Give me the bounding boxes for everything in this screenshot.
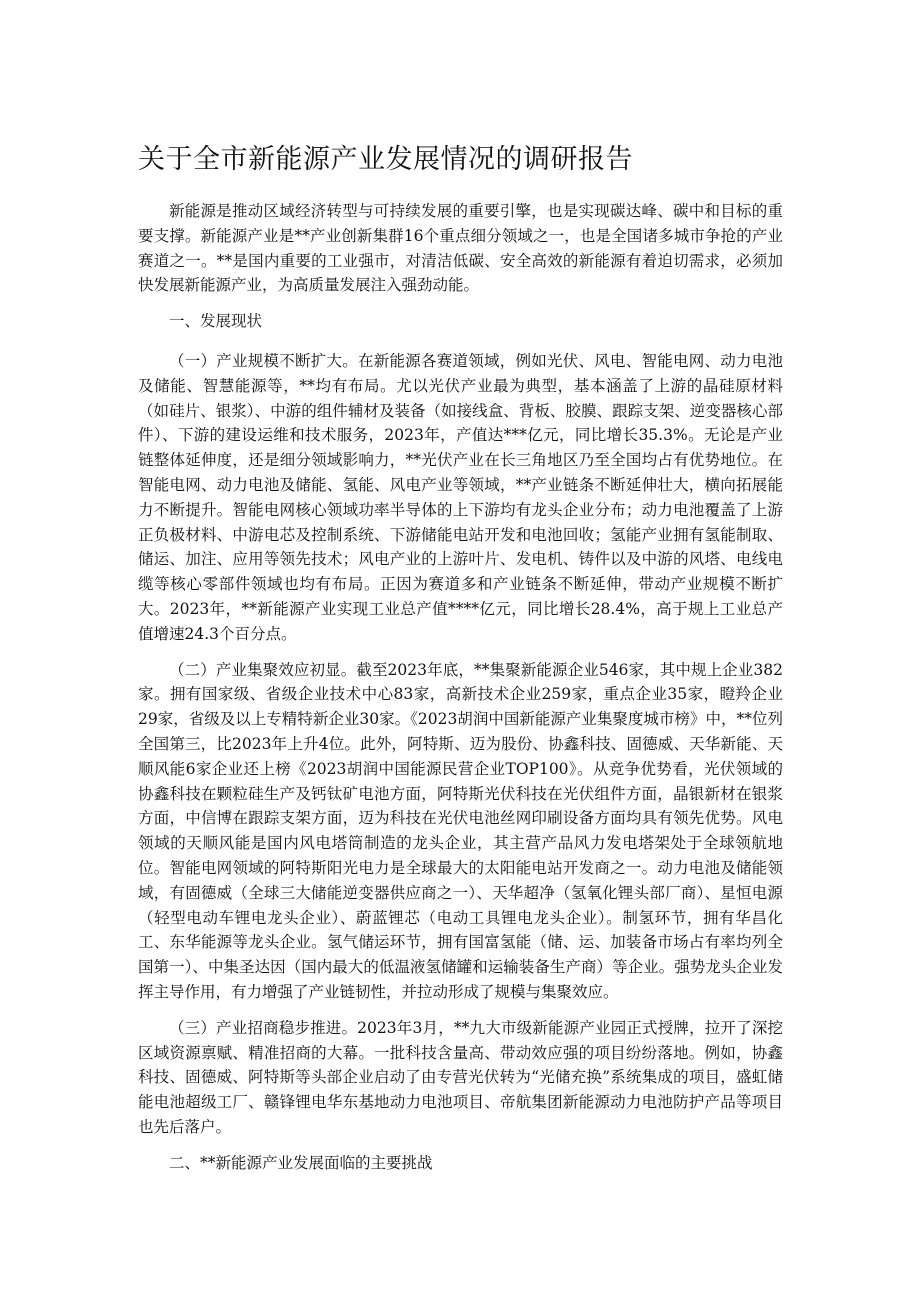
intro-paragraph: 新能源是推动区域经济转型与可持续发展的重要引擎，也是实现碳达峰、碳中和目标的重要支撑。新能源产业是**产业创新集群16个重点细分领域之一，也是全国诸多城市争抢的产业赛道之一。**是国内重要的工业强市，对清洁低碳、安全高效的新能源有着迫切需求，必须加快发展新能源产业，为高质量发展注入强劲动能。 [138, 202, 783, 295]
document-title: 关于全市新能源产业发展情况的调研报告 [138, 144, 633, 175]
paragraph-industry-scale: （一）产业规模不断扩大。在新能源各赛道领域，例如光伏、风电、智能电网、动力电池及储能、智慧能源等，**均有布局。尤以光伏产业最为典型，基本涵盖了上游的晶硅原材料（如硅片、银浆）、中游的组件辅材及装备（如接线盒、背板、胶膜、跟踪支架、逆变器核心部件）、下游的建设运维和技术服务，2023年，产值达***亿元，同比增长35.3%。无论是产业链整体延伸度，还是细分领域影响力，**光伏产业在长三角地区乃至全国均占有优势地位。在智能电网、动力电池及储能、氢能、风电产业等领域，**产业链条不断延伸壮大，横向拓展能力不断提升。智能电网核心领域功率半导体的上下游均有龙头企业分布；动力电池覆盖了上游正负极材料、中游电芯及控制系统、下游储能电站开发和电池回收；氢能产业拥有氢能制取、储运、加注、应用等领先技术；风电产业的上游叶片、发电机、铸件以及中游的风塔、电线电缆等核心零部件领域也均有布局。正因为赛道多和产业链条不断延伸，带动产业规模不断扩大。2023年，**新能源产业实现工业总产值****亿元，同比增长28.4%，高于规上工业总产值增速24.3个百分点。 [138, 351, 783, 643]
paragraph-investment-promotion: （三）产业招商稳步推进。2023年3月，**九大市级新能源产业园正式授牌，拉开了深挖区域资源禀赋、精准招商的大幕。一批科技含量高、带动效应强的项目纷纷落地。例如，协鑫科技、固德威、阿特斯等头部企业启动了由专营光伏转为“光储充换”系统集成的项目，盛虹储能电池超级工厂、赣锋锂电华东基地动力电池项目、帝航集团新能源动力电池防护产品等项目也先后落户。 [138, 1018, 783, 1136]
section-heading-status: 一、发展现状 [169, 312, 263, 331]
document-body [138, 140, 783, 1190]
paragraph-industry-cluster: （二）产业集聚效应初显。截至2023年底，**集聚新能源企业546家，其中规上企业382家。拥有国家级、省级企业技术中心83家，高新技术企业259家，重点企业35家，瞪羚企业29家，省级及以上专精特新企业30家。《2023胡润中国新能源产业集聚度城市榜》中，**位列全国第三，比2023年上升4位。此外，阿特斯、迈为股份、协鑫科技、固德威、天华新能、天顺风能6家企业还上榜《2023胡润中国能源民营企业TOP100》。从竞争优势看，光伏领域的协鑫科技在颗粒硅生产及钙钛矿电池方面，阿特斯光伏科技在光伏组件方面，晶银新材在银浆方面，中信博在跟踪支架方面，迈为科技在光伏电池丝网印刷设备方面均具有领先优势。风电领域的天顺风能是国内风电塔筒制造的龙头企业，其主营产品风力发电塔架处于全球领航地位。智能电网领域的阿特斯阳光电力是全球最大的太阳能电站开发商之一。动力电池及储能领域，有固德威（全球三大储能逆变器供应商之一）、天华超净（氢氧化锂头部厂商）、星恒电源（轻型电动车锂电龙头企业）、蔚蓝锂芯（电动工具锂电龙头企业）。制氢环节，拥有华昌化工、东华能源等龙头企业。氢气储运环节，拥有国富氢能（储、运、加装备市场占有率均列全国第一）、中集圣达因（国内最大的低温液氢储罐和运输装备生产商）等企业。强势龙头企业发挥主导作用，有力增强了产业链韧性，并拉动形成了规模与集聚效应。 [138, 660, 783, 1001]
section-heading-challenges: 二、**新能源产业发展面临的主要挑战 [169, 1153, 433, 1172]
